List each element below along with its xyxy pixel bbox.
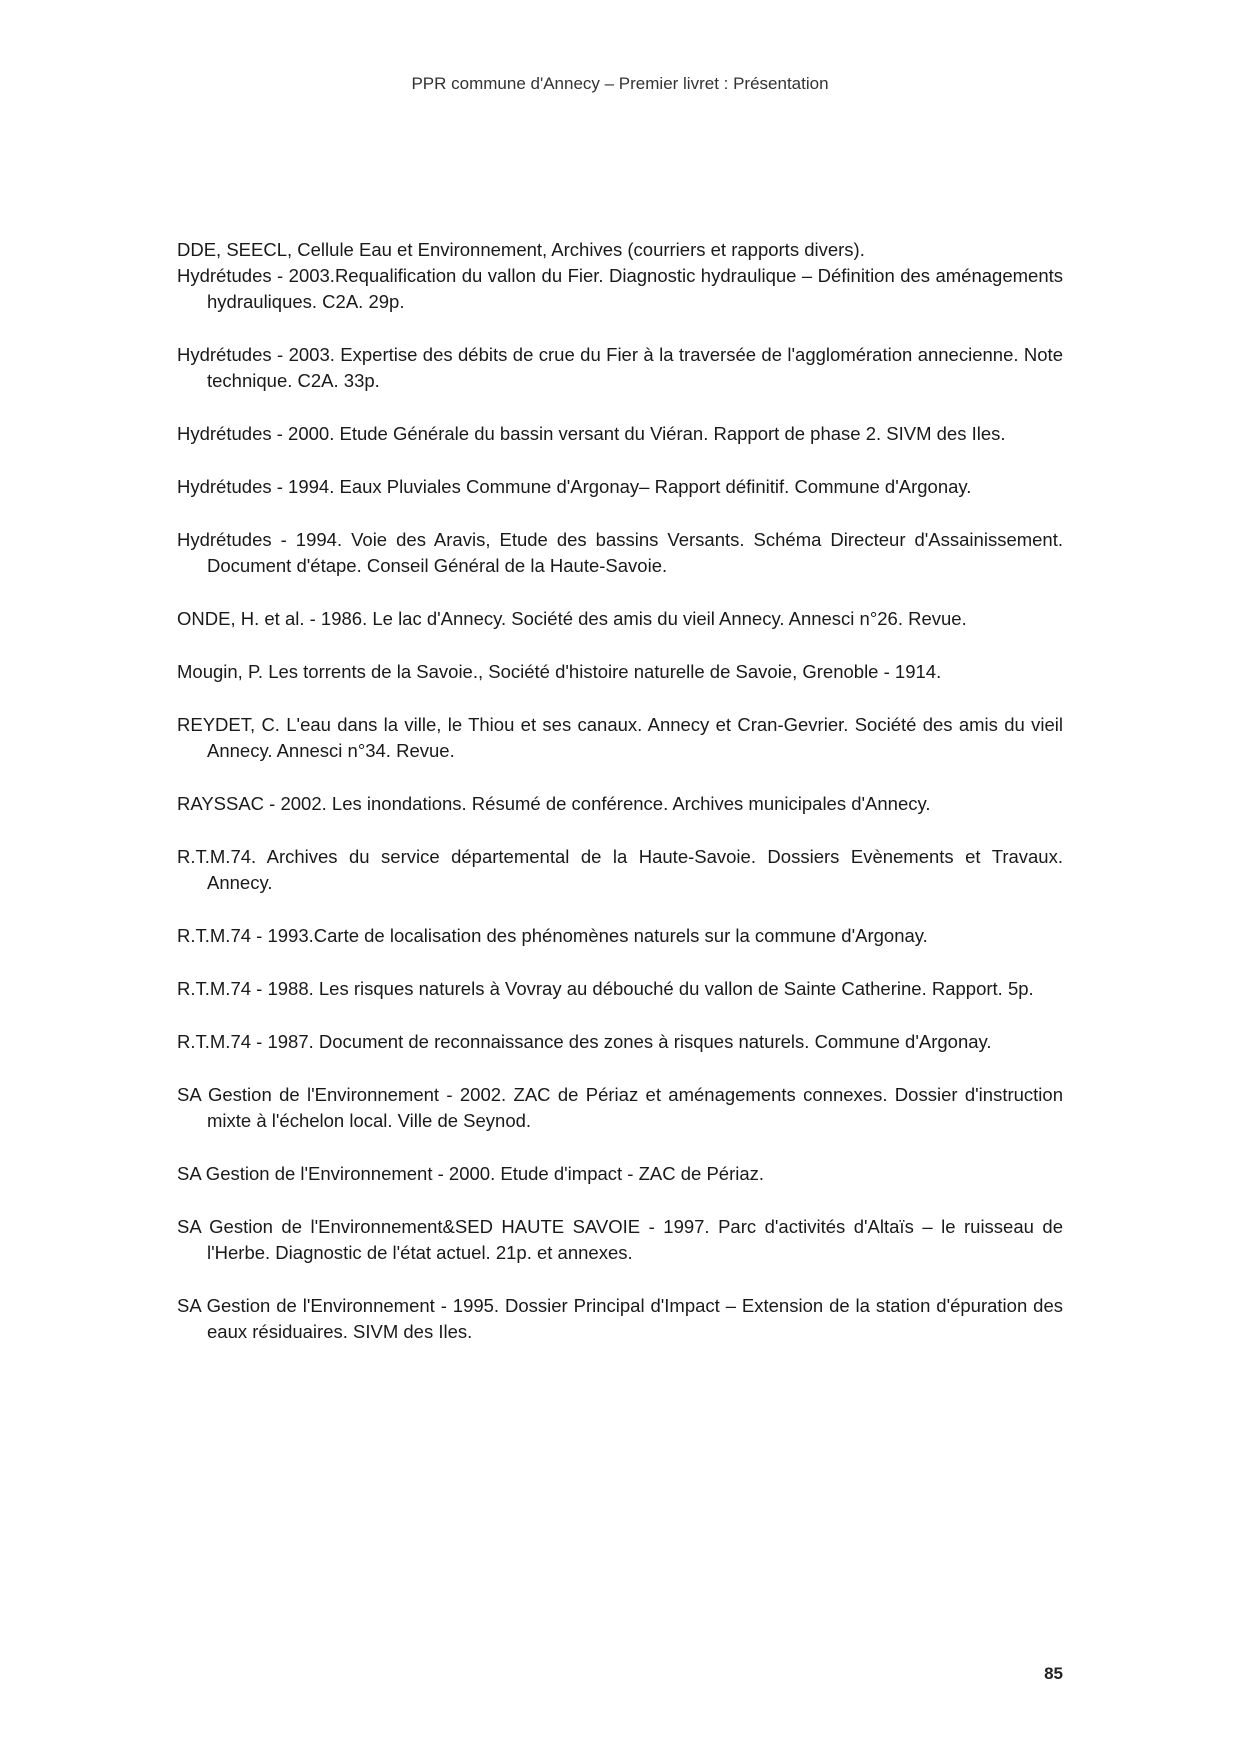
reference-entry: SA Gestion de l'Environnement - 2000. Etude d'impact - ZAC de Périaz. [177,1163,765,1184]
bibliography-list [177,237,1063,1372]
page-header: PPR commune d'Annecy – Premier livret : Présentation [411,74,829,93]
reference-entry: RAYSSAC - 2002. Les inondations. Résumé de conférence. Archives municipales d'Annecy. [177,793,931,814]
reference-entry: Hydrétudes - 2000. Etude Générale du bassin versant du Viéran. Rapport de phase 2. SIVM des Iles. [177,423,1006,444]
reference-entry: ONDE, H. et al. - 1986. Le lac d'Annecy. Société des amis du vieil Annecy. Annesci n°26. Revue. [177,608,967,629]
reference-entry: Hydrétudes - 2003. Expertise des débits de crue du Fier à la traversée de l'agglomération annecienne. Note technique. C2A. 33p. [177,344,1063,391]
reference-entry: Hydrétudes - 1994. Eaux Pluviales Commune d'Argonay– Rapport définitif. Commune d'Argonay. [177,476,972,497]
reference-entry: SA Gestion de l'Environnement - 1995. Dossier Principal d'Impact – Extension de la station d'épuration des eaux résiduaires. SIVM des Iles. [177,1295,1063,1342]
reference-entry: DDE, SEECL, Cellule Eau et Environnement, Archives (courriers et rapports divers). [177,239,865,260]
reference-entry: R.T.M.74 - 1987. Document de reconnaissance des zones à risques naturels. Commune d'Argonay. [177,1031,992,1052]
reference-entry: R.T.M.74. Archives du service départemental de la Haute-Savoie. Dossiers Evènements et Travaux. Annecy. [177,846,1063,893]
reference-entry: Hydrétudes - 2003.Requalification du vallon du Fier. Diagnostic hydraulique – Définition des aménagements hydrauliques. C2A. 29p. [177,265,1063,312]
reference-entry: Hydrétudes - 1994. Voie des Aravis, Etude des bassins Versants. Schéma Directeur d'Assainissement. Document d'étape. Conseil Général de la Haute-Savoie. [177,529,1063,576]
reference-entry: SA Gestion de l'Environnement&SED HAUTE SAVOIE - 1997. Parc d'activités d'Altaïs – le ruisseau de l'Herbe. Diagnostic de l'état actuel. 21p. et annexes. [177,1216,1063,1263]
reference-entry: REYDET, C. L'eau dans la ville, le Thiou et ses canaux. Annecy et Cran-Gevrier. Société des amis du vieil Annecy. Annesci n°34. Revue. [177,714,1063,761]
reference-entry: R.T.M.74 - 1988. Les risques naturels à Vovray au débouché du vallon de Sainte Catherine. Rapport. 5p. [177,978,1034,999]
reference-entry: R.T.M.74 - 1993.Carte de localisation des phénomènes naturels sur la commune d'Argonay. [177,925,928,946]
reference-entry: Mougin, P. Les torrents de la Savoie., Société d'histoire naturelle de Savoie, Grenoble - 1914. [177,661,942,682]
reference-entry: SA Gestion de l'Environnement - 2002. ZAC de Périaz et aménagements connexes. Dossier d'instruction mixte à l'échelon local. Ville de Seynod. [177,1084,1063,1131]
page-number: 85 [1044,1664,1063,1683]
